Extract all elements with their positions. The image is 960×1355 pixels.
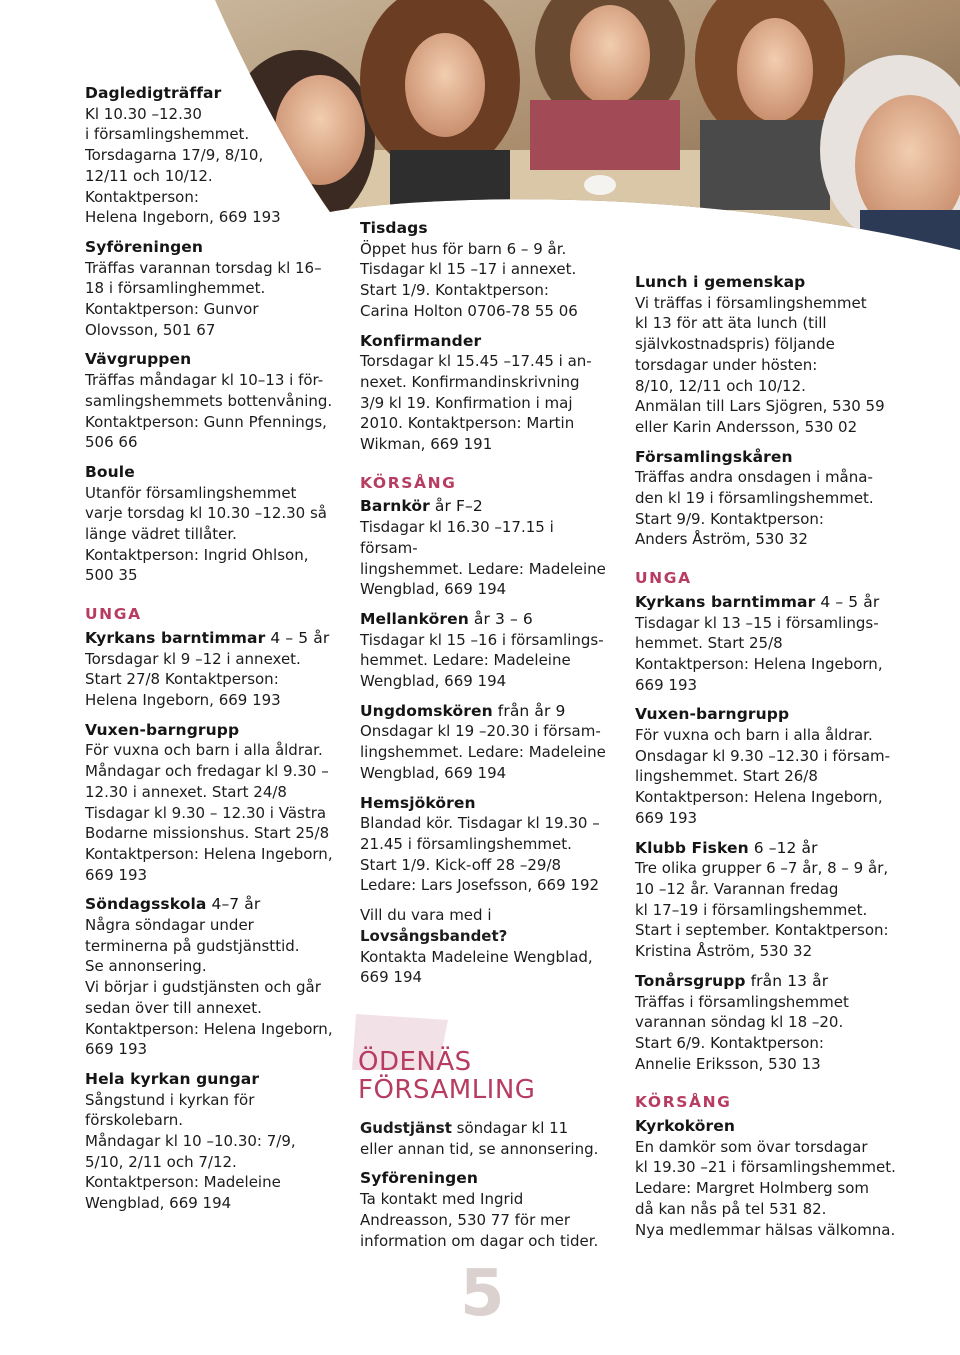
heading-vavgruppen: Vävgruppen [85,350,192,369]
heading-text: Tonårsgrupp [635,971,746,990]
text-line: hemmet. Ledare: Madeleine [360,651,571,670]
age-range: från år 9 [492,701,566,720]
column-middle [360,218,615,988]
text-line: 506 66 [85,433,138,452]
text-line: Träffas måndagar kl 10–13 i för- [85,371,324,390]
age-range: 6 –12 år [748,838,818,857]
section-label-unga-2: UNGA [635,569,692,588]
text-line: Annelie Eriksson, 530 13 [635,1054,821,1073]
text-line: Vi träffas i församlingshemmet [635,293,867,312]
parish-name-line1: ÖDENÄS [358,1047,472,1077]
text-line: 2010. Kontaktperson: Martin [360,414,575,433]
heading-hela-kyrkan-gungar: Hela kyrkan gungar [85,1069,260,1088]
heading-hemsjokoren: Hemsjökören [360,793,476,812]
column-left [85,83,340,1214]
heading-gudstjanst: Gudstjänst [360,1119,452,1137]
text-line: 12/11 och 10/12. [85,166,213,185]
text-line: Wengblad, 669 194 [360,672,507,691]
column-right [635,272,905,1240]
text-line: Sångstund i kyrkan för [85,1090,255,1109]
text-line: information om dagar och tider. [360,1231,599,1250]
text-line: självkostnadspris) följande [635,335,835,354]
section-label-unga: UNGA [85,605,142,624]
text-line: Kontaktperson: Helena Ingeborn, [635,654,883,673]
heading-tisdags: Tisdags [360,219,428,237]
text-line: Tre olika grupper 6 –7 år, 8 – 9 år, [635,859,889,878]
text-line: Tisdagar kl 9.30 – 12.30 i Västra [85,803,327,822]
text-line: Onsdagar kl 9.30 –12.30 i försam- [635,746,891,765]
text-line: Onsdagar kl 19 –20.30 i försam- [360,722,601,741]
text-line: En damkör som övar torsdagar [635,1137,868,1156]
text-line: Tisdagar kl 15 –17 i annexet. [360,260,577,279]
text-line: För vuxna och barn i alla åldrar. [85,741,323,760]
text-line: Tisdagar kl 16.30 –17.15 i försam- [360,518,554,557]
heading-kyrkans-barntimmar-2 [635,592,905,613]
text-line: torsdagar under hösten: [635,355,818,374]
text-line: Wikman, 669 191 [360,435,493,454]
text-line: Start 27/8 Kontaktperson: [85,670,279,689]
text-line: Start 6/9. Kontaktperson: [635,1033,824,1052]
text-line: terminerna på gudstjänsttid. [85,936,300,955]
heading-dagledigtraffar: Dagledigträffar [85,84,222,102]
heading-text: Ungdomskören [360,701,493,720]
column-middle-bottom [360,1118,615,1251]
text-line: Måndagar kl 10 –10.30: 7/9, [85,1132,296,1151]
text-line: 8/10, 12/11 och 10/12. [635,376,806,395]
age-range: år 3 – 6 [468,609,533,628]
text-line: Ledare: Margret Holmberg som [635,1179,869,1198]
text-line: Start 1/9. Kontaktperson: [360,281,549,300]
text-line: 669 193 [85,1040,148,1059]
text-line: Nya medlemmar hälsas välkomna. [635,1220,896,1239]
heading-text: Söndagsskola [85,895,207,914]
page-number: 5 [460,1257,505,1331]
heading-barnkor [360,496,615,517]
heading-klubb-fisken [635,838,905,859]
heading-forsamlingskaren: Församlingskåren [635,447,793,466]
text-line: Vill du vara med i [360,906,492,925]
gudstjanst-line [360,1118,615,1139]
heading-vuxen-barngrupp-2: Vuxen-barngrupp [635,705,790,724]
text-line: Träffas i församlingshemmet [635,992,849,1011]
text-line: Kontaktperson: Gunn Pfennings, [85,412,327,431]
age-range: från 13 år [745,971,829,990]
text-line: varannan söndag kl 18 –20. [635,1013,844,1032]
text-line: 669 193 [85,865,148,884]
text-line: lingshemmet. Start 26/8 [635,767,818,786]
text-line: Wengblad, 669 194 [360,580,507,599]
text-line: hemmet. Start 25/8 [635,634,783,653]
text-line: Tisdagar kl 13 –15 i församlings- [635,613,879,632]
text-line: i församlingshemmet. [85,125,250,144]
text-line: Öppet hus för barn 6 – 9 år. [360,239,567,258]
text-line: Olovsson, 501 67 [85,320,216,339]
text-line: Några söndagar under [85,916,254,935]
text-line: kl 13 för att äta lunch (till [635,314,827,333]
text-line: lingshemmet. Ledare: Madeleine [360,559,606,578]
age-range: 4 – 5 år [265,628,330,647]
heading-text: Klubb Fisken [635,838,749,857]
text-line: Träffas varannan torsdag kl 16– [85,258,322,277]
text-line: Torsdagarna 17/9, 8/10, [85,146,264,165]
text-line: Helena Ingeborn, 669 193 [85,208,281,227]
heading-sondagsskola [85,894,340,915]
heading-kyrkans-barntimmar [85,628,340,649]
parish-name [358,1048,558,1104]
text-line: Kontaktperson: Helena Ingeborn, [85,844,333,863]
text-line: den kl 19 i församlingshemmet. [635,489,874,508]
text-line: förskolebarn. [85,1111,184,1130]
heading-konfirmander: Konfirmander [360,331,482,350]
text-line: Kontaktperson: Helena Ingeborn, [635,788,883,807]
section-label-korsang-2: KÖRSÅNG [635,1093,732,1112]
text-line: 12.30 i annexet. Start 24/8 [85,782,287,801]
text-line: 500 35 [85,566,138,585]
text-line: 18 i församlinghemmet. [85,279,266,298]
text-line: Kontaktperson: Helena Ingeborn, [85,1019,333,1038]
parish-name-line2: FÖRSAMLING [358,1075,536,1105]
text-line: Blandad kör. Tisdagar kl 19.30 – [360,814,600,833]
text-line: lingshemmet. Ledare: Madeleine [360,743,606,762]
heading-text: Kyrkans barntimmar [635,592,816,611]
text-line: Kontaktperson: Madeleine [85,1173,281,1192]
text-inline: söndagar kl 11 [451,1119,569,1137]
text-line: Wengblad, 669 194 [85,1194,232,1213]
heading-text: Kyrkans barntimmar [85,628,266,647]
text-line: Måndagar och fredagar kl 9.30 – [85,762,329,781]
heading-kyrkokoren: Kyrkokören [635,1117,736,1136]
text-line: Wengblad, 669 194 [360,763,507,782]
text-line: Anders Åström, 530 32 [635,530,808,549]
text-line: 669 193 [635,675,698,694]
heading-ungdomskoren [360,701,615,722]
text-line: Kontaktperson: [85,187,199,206]
text-line: Utanför församlingshemmet [85,483,297,502]
text-line: Ta kontakt med Ingrid [360,1190,524,1209]
text-line: 21.45 i församlingshemmet. [360,834,572,853]
text-line: 3/9 kl 19. Konfirmation i maj [360,393,573,412]
age-range: år F–2 [429,497,483,516]
text-line: För vuxna och barn i alla åldrar. [635,726,873,745]
heading-vuxen-barngrupp: Vuxen-barngrupp [85,720,240,739]
text-line: Vi börjar i gudstjänsten och går [85,978,321,997]
section-label-korsang: KÖRSÅNG [360,473,457,492]
text-line: Anmälan till Lars Sjögren, 530 59 [635,397,885,416]
text-line: länge vädret tillåter. [85,525,237,544]
text-line: Torsdagar kl 15.45 –17.45 i an- [360,352,592,371]
text-line: 10 –12 år. Varannan fredag [635,879,839,898]
heading-text: Mellankören [360,609,469,628]
heading-mellankoren [360,609,615,630]
text-line: Carina Holton 0706-78 55 06 [360,301,578,320]
text-line: Start 9/9. Kontaktperson: [635,509,824,528]
text-line: Helena Ingeborn, 669 193 [85,690,281,709]
text-line: Kristina Åström, 530 32 [635,942,813,961]
text-line: varje torsdag kl 10.30 –12.30 så [85,504,327,523]
heading-boule: Boule [85,462,135,481]
age-range: 4–7 år [206,895,261,914]
text-line: Ledare: Lars Josefsson, 669 192 [360,876,600,895]
text-line: sedan över till annexet. [85,998,262,1017]
heading-text: Barnkör [360,497,430,516]
text-line: Kl 10.30 –12.30 [85,104,202,123]
heading-syforeningen: Syföreningen [85,237,204,256]
text-line: 669 194 [360,968,423,987]
text-line: Tisdagar kl 15 –16 i församlings- [360,630,604,649]
text-line: Torsdagar kl 9 –12 i annexet. [85,649,301,668]
text-line: 5/10, 2/11 och 7/12. [85,1152,237,1171]
text-line: Se annonsering. [85,957,207,976]
text-line: Start i september. Kontaktperson: [635,921,889,940]
text-line: Bodarne missionshus. Start 25/8 [85,824,330,843]
text-line: samlingshemmets bottenvåning. [85,391,333,410]
text-line: Kontakta Madeleine Wengblad, [360,947,593,966]
heading-lovsangsbandet: Lovsångsbandet? [360,926,508,945]
age-range: 4 – 5 år [815,592,880,611]
heading-syforeningen-2: Syföreningen [360,1169,479,1188]
heading-lunch: Lunch i gemenskap [635,273,806,291]
text-line: Träffas andra onsdagen i måna- [635,468,873,487]
text-line: eller annan tid, se annonsering. [360,1139,599,1158]
text-line: Kontaktperson: Gunvor [85,300,259,319]
text-line: kl 19.30 –21 i församlingshemmet. [635,1158,896,1177]
text-line: Start 1/9. Kick-off 28 –29/8 [360,855,562,874]
text-line: eller Karin Andersson, 530 02 [635,417,858,436]
text-line: 669 193 [635,808,698,827]
text-line: kl 17–19 i församlingshemmet. [635,900,868,919]
text-line: Kontaktperson: Ingrid Ohlson, [85,545,309,564]
heading-tonarsgrupp [635,971,905,992]
text-line: nexet. Konfirmandinskrivning [360,372,580,391]
text-line: Andreasson, 530 77 för mer [360,1210,571,1229]
text-line: då kan nås på tel 531 82. [635,1199,827,1218]
